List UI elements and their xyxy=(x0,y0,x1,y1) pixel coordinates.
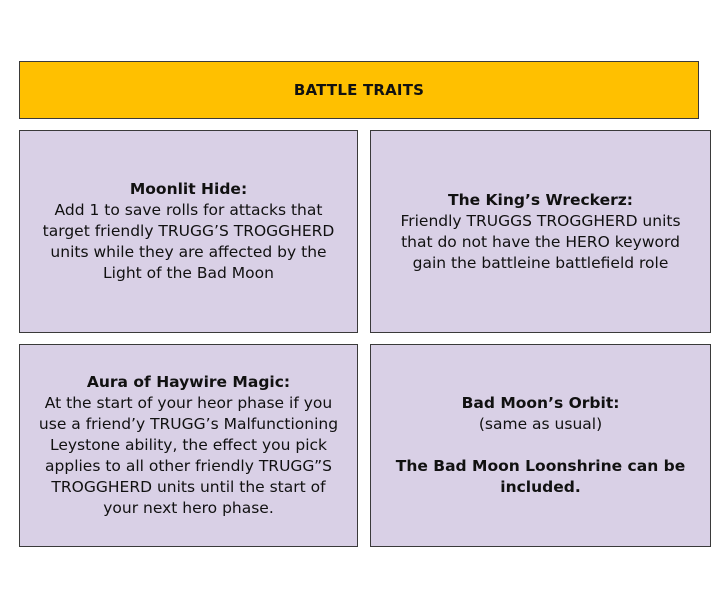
card-footer-line: The Bad Moon Loonshrine can be xyxy=(395,457,686,475)
card-footer-line: included. xyxy=(500,478,581,496)
trait-card-moonlit-hide xyxy=(19,130,358,333)
trait-card-kings-wreckerz xyxy=(370,130,711,333)
card-text-line: (same as usual) xyxy=(478,415,603,433)
card-text-line: use a friend’y TRUGG’s Malfunctioning xyxy=(38,415,339,433)
card-text-line: applies to all other friendly TRUGG”S xyxy=(45,457,332,475)
card-text-line: Add 1 to save rolls for attacks that xyxy=(54,201,323,219)
card-text-line: Friendly TRUGGS TROGGHERD units xyxy=(400,211,681,230)
card-title: Bad Moon’s Orbit: xyxy=(461,394,620,412)
card-text-line: Light of the Bad Moon xyxy=(103,264,274,282)
card-title: The King’s Wreckerz: xyxy=(448,190,633,209)
card-text-line: target friendly TRUGG’S TROGGHERD xyxy=(42,222,335,240)
header-title: BATTLE TRAITS xyxy=(293,81,425,99)
card-text-line: your next hero phase. xyxy=(103,499,274,517)
card-text-line: Leystone ability, the effect you pick xyxy=(49,436,328,454)
trait-card-bad-moons-orbit xyxy=(370,344,711,547)
card-text-line: that do not have the HERO keyword xyxy=(401,232,680,251)
card-title: Aura of Haywire Magic: xyxy=(86,373,291,391)
card-text-line: TROGGHERD units until the start of xyxy=(51,478,326,496)
trait-card-aura-of-haywire-magic xyxy=(19,344,358,547)
card-text-line: At the start of your heor phase if you xyxy=(44,394,333,412)
card-text-line: gain the battleine battlefield role xyxy=(412,253,669,272)
card-text-line: units while they are affected by the xyxy=(50,243,327,261)
battle-traits-header xyxy=(19,61,699,119)
card-title: Moonlit Hide: xyxy=(129,180,248,198)
